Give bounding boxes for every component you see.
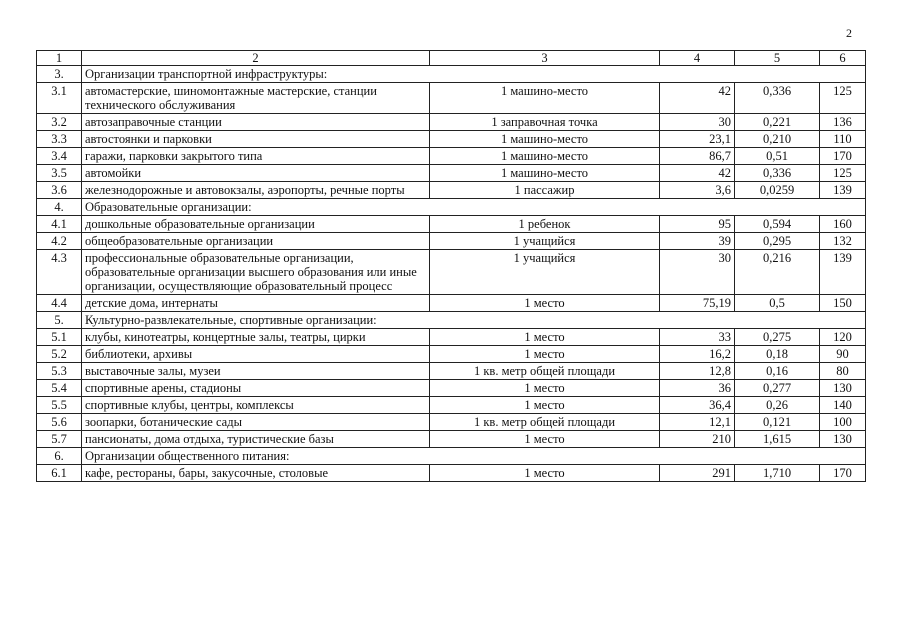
item-name: кафе, рестораны, бары, закусочные, столовые	[82, 465, 430, 482]
item-unit: 1 учащийся	[430, 250, 660, 295]
item-number: 3.1	[37, 83, 82, 114]
item-number: 3.2	[37, 114, 82, 131]
item-value-col4: 95	[660, 216, 735, 233]
norms-table	[36, 50, 866, 482]
item-value-col6: 139	[820, 182, 866, 199]
header-cell-6: 6	[820, 51, 866, 66]
table-row	[37, 165, 866, 182]
item-value-col4: 42	[660, 83, 735, 114]
item-value-col5: 1,615	[735, 431, 820, 448]
section-title: Образовательные организации:	[82, 199, 866, 216]
item-value-col5: 0,16	[735, 363, 820, 380]
item-value-col5: 1,710	[735, 465, 820, 482]
item-value-col6: 80	[820, 363, 866, 380]
item-name: библиотеки, архивы	[82, 346, 430, 363]
item-value-col5: 0,277	[735, 380, 820, 397]
item-value-col5: 0,336	[735, 165, 820, 182]
section-number: 4.	[37, 199, 82, 216]
item-number: 3.3	[37, 131, 82, 148]
table-row	[37, 346, 866, 363]
header-cell-4: 4	[660, 51, 735, 66]
table-row	[37, 414, 866, 431]
item-unit: 1 место	[430, 380, 660, 397]
item-value-col6: 150	[820, 295, 866, 312]
item-value-col5: 0,216	[735, 250, 820, 295]
item-number: 5.3	[37, 363, 82, 380]
header-cell-1: 1	[37, 51, 82, 66]
item-value-col5: 0,51	[735, 148, 820, 165]
table-row	[37, 83, 866, 114]
item-unit: 1 машино-место	[430, 148, 660, 165]
item-value-col6: 120	[820, 329, 866, 346]
section-title: Организации общественного питания:	[82, 448, 866, 465]
table-row	[37, 233, 866, 250]
item-name: профессиональные образовательные организации, образовательные организации высшего образования или иные организации, осуществляющие образовательный процесс	[82, 250, 430, 295]
item-value-col4: 12,8	[660, 363, 735, 380]
item-name: железнодорожные и автовокзалы, аэропорты, речные порты	[82, 182, 430, 199]
item-value-col4: 36,4	[660, 397, 735, 414]
item-name: автостоянки и парковки	[82, 131, 430, 148]
table-row	[37, 250, 866, 295]
item-number: 6.1	[37, 465, 82, 482]
item-value-col4: 30	[660, 250, 735, 295]
item-number: 5.7	[37, 431, 82, 448]
item-value-col4: 3,6	[660, 182, 735, 199]
item-number: 3.5	[37, 165, 82, 182]
item-unit: 1 заправочная точка	[430, 114, 660, 131]
item-unit: 1 место	[430, 397, 660, 414]
item-unit: 1 кв. метр общей площади	[430, 414, 660, 431]
item-value-col6: 110	[820, 131, 866, 148]
item-value-col4: 39	[660, 233, 735, 250]
item-value-col6: 90	[820, 346, 866, 363]
item-value-col4: 33	[660, 329, 735, 346]
table-row	[37, 148, 866, 165]
item-number: 5.2	[37, 346, 82, 363]
item-value-col6: 125	[820, 83, 866, 114]
item-value-col6: 100	[820, 414, 866, 431]
item-name: гаражи, парковки закрытого типа	[82, 148, 430, 165]
item-value-col4: 75,19	[660, 295, 735, 312]
table-row	[37, 363, 866, 380]
table-row	[37, 131, 866, 148]
table-row	[37, 380, 866, 397]
section-title: Культурно-развлекательные, спортивные организации:	[82, 312, 866, 329]
item-value-col5: 0,594	[735, 216, 820, 233]
item-value-col5: 0,18	[735, 346, 820, 363]
item-value-col6: 130	[820, 431, 866, 448]
item-value-col6: 160	[820, 216, 866, 233]
item-value-col5: 0,210	[735, 131, 820, 148]
item-name: автомойки	[82, 165, 430, 182]
item-name: пансионаты, дома отдыха, туристические базы	[82, 431, 430, 448]
section-title: Организации транспортной инфраструктуры:	[82, 66, 866, 83]
item-value-col4: 210	[660, 431, 735, 448]
item-unit: 1 машино-место	[430, 165, 660, 182]
header-cell-3: 3	[430, 51, 660, 66]
item-value-col6: 170	[820, 465, 866, 482]
item-value-col6: 170	[820, 148, 866, 165]
item-unit: 1 учащийся	[430, 233, 660, 250]
item-number: 5.5	[37, 397, 82, 414]
section-row	[37, 312, 866, 329]
item-number: 4.3	[37, 250, 82, 295]
item-value-col6: 130	[820, 380, 866, 397]
item-unit: 1 машино-место	[430, 131, 660, 148]
item-number: 3.4	[37, 148, 82, 165]
table-row	[37, 216, 866, 233]
item-value-col5: 0,121	[735, 414, 820, 431]
item-name: спортивные арены, стадионы	[82, 380, 430, 397]
item-value-col6: 136	[820, 114, 866, 131]
header-cell-2: 2	[82, 51, 430, 66]
item-number: 4.4	[37, 295, 82, 312]
item-value-col5: 0,5	[735, 295, 820, 312]
item-value-col5: 0,221	[735, 114, 820, 131]
item-value-col5: 0,26	[735, 397, 820, 414]
item-unit: 1 машино-место	[430, 83, 660, 114]
item-name: автомастерские, шиномонтажные мастерские, станции технического обслуживания	[82, 83, 430, 114]
item-value-col5: 0,295	[735, 233, 820, 250]
item-number: 3.6	[37, 182, 82, 199]
item-name: выставочные залы, музеи	[82, 363, 430, 380]
table-body	[37, 51, 866, 482]
item-name: дошкольные образовательные организации	[82, 216, 430, 233]
item-number: 5.6	[37, 414, 82, 431]
section-row	[37, 448, 866, 465]
item-number: 4.1	[37, 216, 82, 233]
item-value-col5: 0,275	[735, 329, 820, 346]
table-row	[37, 182, 866, 199]
item-unit: 1 пассажир	[430, 182, 660, 199]
table-row	[37, 465, 866, 482]
item-unit: 1 место	[430, 329, 660, 346]
item-value-col4: 42	[660, 165, 735, 182]
item-name: детские дома, интернаты	[82, 295, 430, 312]
item-unit: 1 место	[430, 465, 660, 482]
item-value-col6: 132	[820, 233, 866, 250]
item-value-col4: 16,2	[660, 346, 735, 363]
section-row	[37, 66, 866, 83]
item-name: спортивные клубы, центры, комплексы	[82, 397, 430, 414]
item-name: автозаправочные станции	[82, 114, 430, 131]
item-value-col4: 23,1	[660, 131, 735, 148]
header-cell-5: 5	[735, 51, 820, 66]
item-name: общеобразовательные организации	[82, 233, 430, 250]
header-row	[37, 51, 866, 66]
item-value-col4: 36	[660, 380, 735, 397]
item-number: 5.4	[37, 380, 82, 397]
item-value-col5: 0,336	[735, 83, 820, 114]
table-row	[37, 397, 866, 414]
item-value-col4: 12,1	[660, 414, 735, 431]
item-value-col4: 30	[660, 114, 735, 131]
section-row	[37, 199, 866, 216]
item-value-col6: 140	[820, 397, 866, 414]
item-name: клубы, кинотеатры, концертные залы, театры, цирки	[82, 329, 430, 346]
item-number: 4.2	[37, 233, 82, 250]
table-row	[37, 431, 866, 448]
item-name: зоопарки, ботанические сады	[82, 414, 430, 431]
item-unit: 1 место	[430, 295, 660, 312]
item-value-col6: 125	[820, 165, 866, 182]
section-number: 6.	[37, 448, 82, 465]
item-value-col4: 291	[660, 465, 735, 482]
item-number: 5.1	[37, 329, 82, 346]
item-value-col6: 139	[820, 250, 866, 295]
section-number: 5.	[37, 312, 82, 329]
section-number: 3.	[37, 66, 82, 83]
table-row	[37, 114, 866, 131]
item-unit: 1 место	[430, 431, 660, 448]
item-value-col4: 86,7	[660, 148, 735, 165]
item-unit: 1 место	[430, 346, 660, 363]
page-number: 2	[846, 26, 852, 40]
table-row	[37, 329, 866, 346]
item-value-col5: 0,0259	[735, 182, 820, 199]
item-unit: 1 кв. метр общей площади	[430, 363, 660, 380]
table-row	[37, 295, 866, 312]
item-unit: 1 ребенок	[430, 216, 660, 233]
